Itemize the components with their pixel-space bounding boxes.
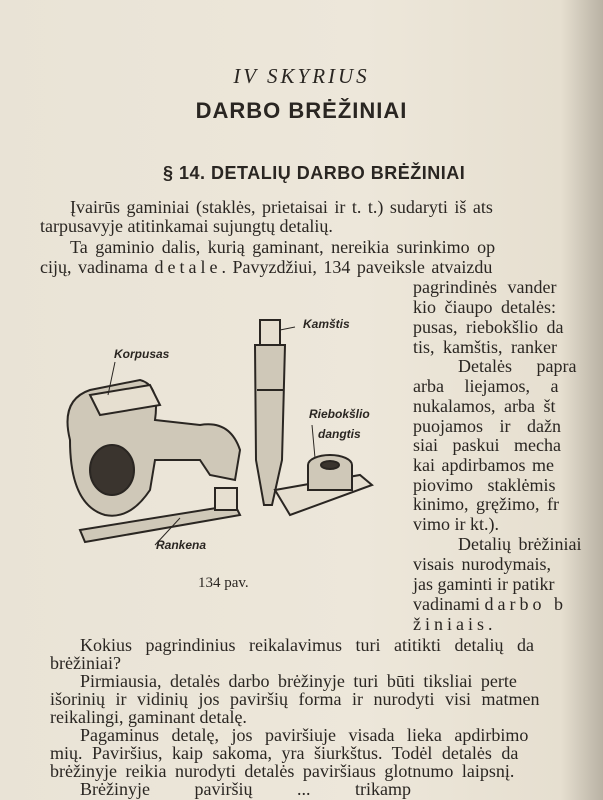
body-line xyxy=(413,594,567,614)
emphasized-term: detale xyxy=(154,257,222,277)
body-line: pagrindinės vander xyxy=(413,277,557,297)
emphasized-term: darbo b xyxy=(484,594,567,614)
label-housing: Korpusas xyxy=(114,347,170,361)
body-line: mių. Paviršius, kaip sakoma, yra šiurkštus. Todėl detalės da xyxy=(50,743,519,763)
body-line: Pirmiausia, detalės darbo brėžinyje turi būti tiksliai perte xyxy=(80,671,517,691)
body-line: kio čiaupo detalės: xyxy=(413,297,556,317)
figure-caption: 134 pav. xyxy=(198,575,249,591)
body-line: piovimo staklėmis xyxy=(413,475,556,495)
body-line: nukalamos, arba št xyxy=(413,396,556,416)
emphasized-term: žiniais. xyxy=(413,614,497,634)
text: . Pavyzdžiui, 134 paveiksle atvaizdu xyxy=(221,257,493,277)
body-line: Detalės papra xyxy=(458,356,577,376)
text: vadinami xyxy=(413,594,485,614)
body-line: puojamos ir dažn xyxy=(413,416,561,436)
body-line: arba liejamos, a xyxy=(413,376,559,396)
chapter-title: DARBO BRĖŽINIAI xyxy=(195,98,408,123)
body-line: kai apdirbamos me xyxy=(413,455,554,475)
body-line: brėžiniai? xyxy=(50,653,121,673)
body-line-cropped: Brėžinyje paviršių ... trikamp xyxy=(80,779,411,799)
text: cijų, vadinama xyxy=(40,257,155,277)
label-gland-cover-2: dangtis xyxy=(318,427,361,441)
body-line: vimo ir kt.). xyxy=(413,514,499,534)
body-line: visais nurodymais, xyxy=(413,554,551,574)
body-line: brėžinyje reikia nurodyti detalės paviršiaus glotnumo laipsnį. xyxy=(50,761,515,781)
body-line: kinimo, gręžimo, fr xyxy=(413,494,559,514)
label-handle: Rankena xyxy=(156,538,207,552)
body-line: Detalių brėžiniai xyxy=(458,534,582,554)
body-line: Ta gaminio dalis, kurią gaminant, nereikia surinkimo op xyxy=(70,237,496,257)
body-line: Įvairūs gaminiai (staklės, prietaisai ir t. t.) sudaryti iš ats xyxy=(70,197,493,217)
chapter-heading: IV SKYRIUS xyxy=(233,64,370,88)
body-line: reikalingi, gaminant detalę. xyxy=(50,707,247,727)
body-line: Pagaminus detalę, jos paviršiuje visada lieka apdirbimo xyxy=(80,725,529,745)
section-title: § 14. DETALIŲ DARBO BRĖŽINIAI xyxy=(163,163,466,183)
body-line: pusas, riebokšlio da xyxy=(413,317,564,337)
body-line: jas gaminti ir patikr xyxy=(413,574,555,594)
body-line xyxy=(40,257,492,277)
label-gland-cover: Riebokšlio xyxy=(309,407,370,421)
body-line: tarpusavyje atitinkamai sujungtų detalių. xyxy=(40,216,333,236)
label-plug: Kamštis xyxy=(303,317,350,331)
body-line: tis, kamštis, ranker xyxy=(413,337,557,357)
body-line: išorinių ir vidinių jos paviršių forma ir nurodyti visi matmen xyxy=(50,689,540,709)
body-line: siai paskui mecha xyxy=(413,435,561,455)
body-line: Kokius pagrindinius reikalavimus turi atitikti detalių da xyxy=(80,635,534,655)
